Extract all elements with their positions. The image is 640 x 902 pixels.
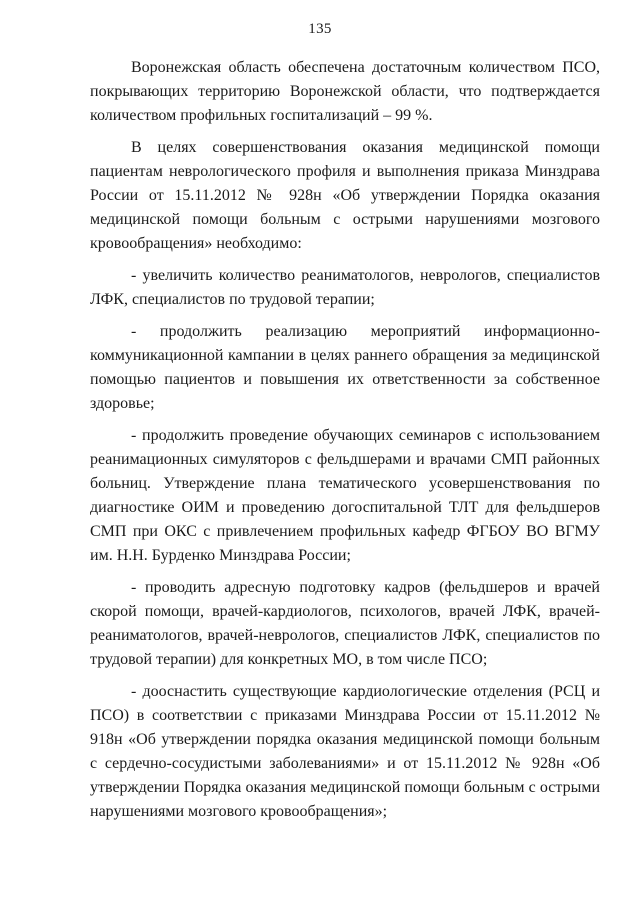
list-item-equip-departments: - дооснастить существующие кардиологические отделения (РСЦ и ПСО) в соответствии с приказами Минздрава России от 15.11.2012 № 918н «Об утверждении порядка оказания медицинской помощи больным с сердечно-сосудистыми заболеваниями» и от 15.11.2012 № 928н «Об утверждении Порядка оказания медицинской помощи больным с острыми нарушениями мозгового кровообращения»;	[90, 683, 600, 820]
list-item-increase-staff: - увеличить количество реаниматологов, неврологов, специалистов ЛФК, специалистов по трудовой терапии;	[90, 267, 600, 308]
paragraph-neurology-goals: В целях совершенствования оказания медицинской помощи пациентам неврологического профиля и выполнения приказа Минздрава России от 15.11.2012 № 928н «Об утверждении Порядка оказания медицинской помощи больным с острыми нарушениями мозгового кровообращения» необходимо:	[90, 139, 600, 252]
list-item-training-seminars: - продолжить проведение обучающих семинаров с использованием реанимационных симуляторов с фельдшерами и врачами СМП районных больниц. Утверждение плана тематического усовершенствования по диагностике ОИМ и проведению догоспитальной ТЛТ для фельдшеров СМП при ОКС с привлечением профильных кафедр ФГБОУ ВО ВГМУ им. Н.Н. Бурденко Минздрава России;	[90, 427, 600, 564]
list-item-targeted-training: - проводить адресную подготовку кадров (фельдшеров и врачей скорой помощи, врачей-кардиологов, психологов, врачей ЛФК, врачей-реаниматологов, врачей-неврологов, специалистов ЛФК, специалистов по трудовой терапии) для конкретных МО, в том числе ПСО;	[90, 579, 600, 668]
page-number: 135	[308, 21, 332, 37]
list-item-information-campaign: - продолжить реализацию мероприятий информационно-коммуникационной кампании в целях раннего обращения за медицинской помощью пациентов и повышения их ответственности за собственное здоровье;	[90, 323, 600, 412]
paragraph-pso-coverage: Воронежская область обеспечена достаточным количеством ПСО, покрывающих территорию Воронежской области, что подтверждается количеством профильных госпитализаций – 99 %.	[90, 59, 600, 124]
document-body	[90, 56, 600, 824]
